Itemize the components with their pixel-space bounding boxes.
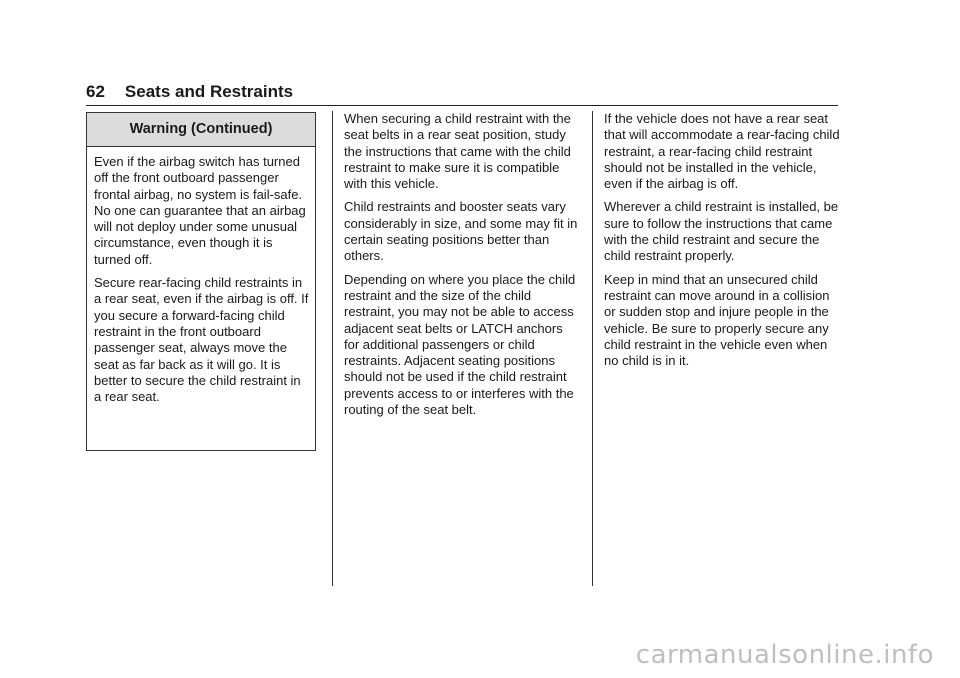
text-column-2 (344, 111, 580, 425)
warning-body (87, 147, 315, 405)
warning-paragraph: Even if the airbag switch has turned off the front outboard passenger frontal airbag, no system is fail-safe. No one can guarantee that an airbag will not deploy under some unusual circumstance, even though it is turned off. (94, 154, 306, 267)
body-paragraph: Depending on where you place the child restraint and the size of the child restraint, you may not be able to access adjacent seat belts or LATCH anchors for additional passengers or child restraints. Adjacent seating positions should not be used if the child restraint prevents access to or interferes with the routing of the seat belt. (344, 271, 576, 418)
body-paragraph: If the vehicle does not have a rear seat that will accommodate a rear-facing child restraint, a rear-facing child restraint should not be installed in the vehicle, even if the airbag is off. (604, 111, 840, 192)
warning-box (86, 112, 316, 451)
body-paragraph: Wherever a child restraint is installed, be sure to follow the instructions that came with the child restraint and secure the child restraint properly. (604, 199, 839, 264)
warning-title: Warning (Continued) (87, 113, 315, 147)
page-header (86, 82, 838, 106)
section-title: Seats and Restraints (124, 82, 294, 101)
text-column-3 (604, 111, 840, 376)
column-divider (332, 111, 333, 586)
body-paragraph: When securing a child restraint with the seat belts in a rear seat position, study the instructions that came with the child restraint to make sure it is compatible with this vehicle. (344, 111, 571, 192)
body-paragraph: Keep in mind that an unsecured child restraint can move around in a collision or sudden stop and injure people in the vehicle. Be sure to properly secure any child restraint in the vehicle even when no child is in it. (604, 271, 830, 369)
warning-paragraph: Secure rear-facing child restraints in a rear seat, even if the airbag is off. If you secure a forward-facing child restraint in the front outboard passenger seat, always move the seat as far back as it will go. It is better to secure the child restraint in a rear seat. (94, 275, 309, 405)
page-title (86, 82, 838, 106)
column-divider (592, 111, 593, 586)
page-number: 62 (86, 82, 105, 101)
watermark: carmanualsonline.info (635, 640, 934, 670)
body-paragraph: Child restraints and booster seats vary considerably in size, and some may fit in certain seating positions better than others. (344, 199, 578, 264)
